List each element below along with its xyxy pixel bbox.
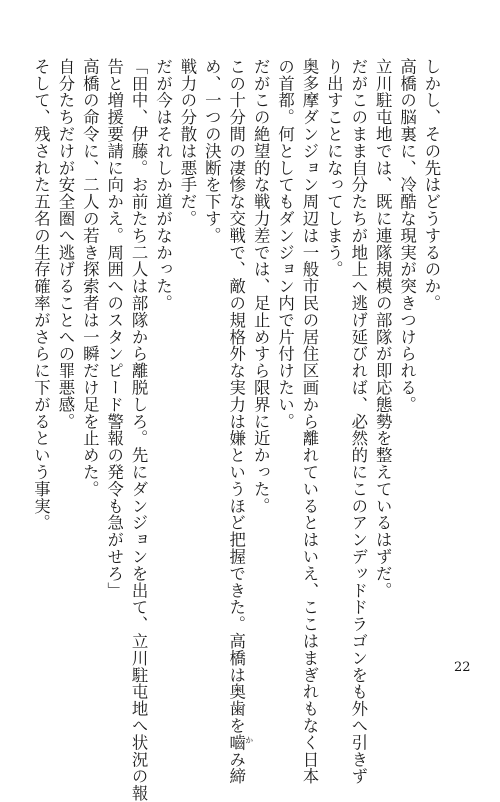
- text-segment: この十分間の凄惨な交戦で、敵の規格外な実力は嫌というほど把握できた。高橋は奥歯を: [226, 58, 246, 734]
- text-line: 奥多摩ダンジョン周辺は一般市民の居住区画から離れているとはいえ、ここはまぎれもなく日本: [299, 58, 319, 785]
- text-line: り出すことになってしまう。: [324, 58, 344, 278]
- text-line: の首都。何としてもダンジョン内で片付けたい。: [275, 58, 295, 430]
- page-number: 22: [454, 660, 471, 675]
- text-line: 自分たちだけが安全圏へ逃げることへの罪悪感。: [55, 58, 75, 430]
- text-line: だがこの絶望的な戦力差では、足止めすら限界に近かった。: [251, 58, 271, 515]
- text-line: 立川駐屯地では、既に連隊規模の部隊が即応態勢を整えているはずだ。: [373, 58, 393, 599]
- text-line: 高橋の命令に、二人の若き探索者は一瞬だけ足を止めた。: [80, 58, 100, 498]
- text-line: 戦力の分散は悪手だ。: [177, 58, 197, 227]
- text-line: だが今はそれしか道がなかった。: [153, 58, 173, 312]
- text-line-with-ruby: [223, 58, 254, 785]
- text-line: 「田中、伊藤。お前たち二人は部隊から離脱しろ。先にダンジョンを出て、立川駐屯地へ状況の報: [129, 58, 149, 802]
- ruby-annotation: [226, 734, 254, 751]
- ruby-reading: か: [244, 736, 254, 744]
- vertical-text-body: [31, 58, 443, 802]
- text-line: 高橋の脳裏に、冷酷な現実が突きつけられる。: [397, 58, 417, 413]
- text-segment: み締: [226, 750, 246, 785]
- text-line: そして、残された五名の生存確率がさらに下がるという事実。: [31, 58, 51, 532]
- text-line: だがこのまま自分たちが地上へ逃げ延びれば、必然的にこのアンデッドドラゴンをも外へ引きず: [348, 58, 368, 785]
- ruby-base: 嚙: [226, 734, 246, 751]
- text-line: しかし、その先はどうするのか。: [422, 58, 441, 312]
- text-line: 告と増援要請に向かえ。周囲へのスタンピード警報の発令も急がせろ」: [104, 58, 124, 599]
- text-line: め、一つの決断を下す。: [202, 58, 222, 244]
